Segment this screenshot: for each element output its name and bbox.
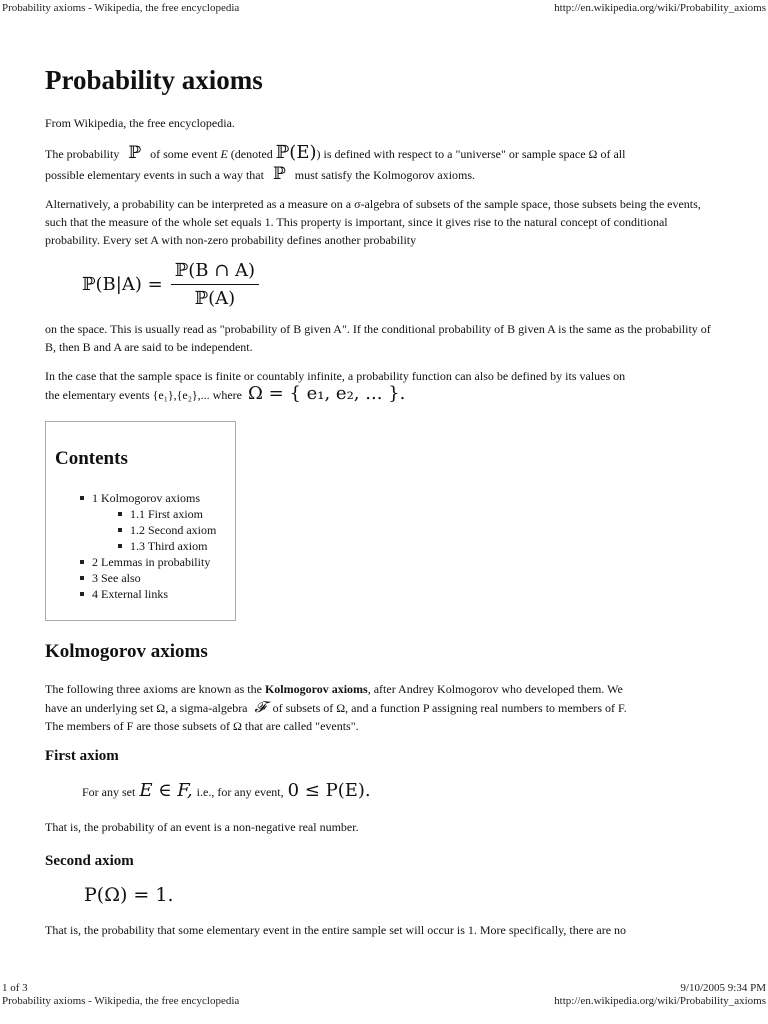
independence-paragraph: on the space. This is usually read as "probability of B given A". If the conditional probability of B given A is the same as the probability of B, then B and A are said to be independent. xyxy=(45,322,711,354)
toc-item-external-links[interactable] xyxy=(80,586,216,602)
p1-text-f: must satisfy the Kolmogorov axioms. xyxy=(294,168,476,182)
p1-text-c: (denoted xyxy=(230,147,273,161)
intro-paragraph xyxy=(45,144,717,184)
toc-item-third-axiom[interactable] xyxy=(118,538,216,554)
toc-link-see-also[interactable]: 3 See also xyxy=(92,571,141,585)
toc-link-external-links[interactable]: 4 External links xyxy=(92,587,168,601)
second-axiom-heading: Second axiom xyxy=(45,853,134,869)
kolmogorov-text-b: , after Andrey Kolmogorov who developed them. We xyxy=(367,682,623,696)
conditional-probability-formula xyxy=(82,260,259,308)
p1-text-e: possible elementary events in such a way that xyxy=(45,168,264,182)
finite-space-paragraph xyxy=(45,367,717,404)
from-line: From Wikipedia, the free encyclopedia. xyxy=(45,116,235,130)
kolmogorov-bold: Kolmogorov axioms xyxy=(264,682,368,696)
kolmogorov-text-a: The following three axioms are known as the xyxy=(45,682,262,696)
toc-link-kolmogorov-axioms[interactable]: 1 Kolmogorov axioms xyxy=(92,491,200,505)
footer-page-number: 1 of 3 xyxy=(2,982,28,994)
formula-lhs: ℙ(B|A) = xyxy=(82,273,163,295)
header-url[interactable]: http://en.wikipedia.org/wiki/Probability_axioms xyxy=(554,2,766,14)
probability-symbol: ℙ xyxy=(128,143,142,163)
toc-list xyxy=(80,490,216,602)
formula-denominator: ℙ(A) xyxy=(194,287,236,309)
page-title: Probability axioms xyxy=(45,65,263,95)
toc-item-see-also[interactable] xyxy=(80,570,216,586)
first-axiom-text-b: i.e., for any event, xyxy=(196,785,284,799)
header-page-title: Probability axioms - Wikipedia, the free encyclopedia xyxy=(2,2,240,14)
probability-symbol-2: ℙ xyxy=(272,164,286,184)
probability-of-e: ℙ(E) xyxy=(275,142,317,163)
second-axiom-formula xyxy=(84,884,174,906)
kolmogorov-line2-a: have an underlying set Ω, a sigma-algebra xyxy=(45,701,248,715)
first-axiom-text-a: For any set xyxy=(82,785,136,799)
footer-timestamp: 9/10/2005 9:34 PM xyxy=(680,982,766,994)
toc-item-lemmas[interactable] xyxy=(80,554,216,570)
toc-link-lemmas[interactable]: 2 Lemmas in probability xyxy=(92,555,211,569)
second-axiom-math: P(Ω) = 1. xyxy=(84,884,174,906)
table-of-contents xyxy=(45,421,236,621)
first-axiom-heading: First axiom xyxy=(45,748,119,764)
toc-link-first-axiom[interactable]: 1.1 First axiom xyxy=(130,507,204,521)
first-axiom-note: That is, the probability of an event is a non-negative real number. xyxy=(45,820,359,834)
toc-link-second-axiom[interactable]: 1.2 Second axiom xyxy=(130,523,217,537)
footer-url[interactable]: http://en.wikipedia.org/wiki/Probability_axioms xyxy=(554,995,766,1007)
first-axiom-math-2: 0 ≤ P(E). xyxy=(287,780,371,801)
footer-page-title: Probability axioms - Wikipedia, the free encyclopedia xyxy=(2,995,240,1007)
omega-set-formula: Ω = { e₁, e₂, ... }. xyxy=(248,383,406,404)
formula-numerator: ℙ(B ∩ A) xyxy=(171,260,259,285)
kolmogorov-line2-b: of subsets of Ω, and a function P assigning real numbers to members of F. xyxy=(272,701,627,715)
p1-text-b: of some event xyxy=(150,147,218,161)
p1-text-a: The probability xyxy=(45,147,120,161)
event-e: E xyxy=(220,147,228,161)
kolmogorov-line3: The members of F are those subsets of Ω that are called "events". xyxy=(45,719,359,733)
toc-item-second-axiom[interactable] xyxy=(118,522,216,538)
kolmogorov-heading: Kolmogorov axioms xyxy=(45,641,208,662)
p4-line2: the elementary events {e₁},{e₂},... where xyxy=(45,388,242,402)
second-axiom-note: That is, the probability that some elementary event in the entire sample set will occur is 1. More specifically, there are no xyxy=(45,923,627,937)
toc-item-first-axiom[interactable] xyxy=(118,506,216,522)
first-axiom-math-1: E ∈ F, xyxy=(139,780,193,801)
toc-item-kolmogorov-axioms[interactable] xyxy=(80,490,216,506)
first-axiom-statement xyxy=(82,780,375,801)
sigma-algebra-symbol: 𝓕 xyxy=(254,698,266,716)
p4-line1: In the case that the sample space is finite or countably infinite, a probability function can also be defined by its values on xyxy=(45,369,626,383)
measure-paragraph: Alternatively, a probability can be interpreted as a measure on a σ-algebra of subsets of the sample space, those subsets being the events, such that the measure of the whole set equals 1. This property is important, since it gives rise to the natural concept of conditional probability. Every set A with non-zero probability defines another probability xyxy=(45,197,701,247)
kolmogorov-paragraph xyxy=(45,680,717,735)
formula-fraction xyxy=(171,260,259,309)
toc-title: Contents xyxy=(55,448,128,469)
toc-link-third-axiom[interactable]: 1.3 Third axiom xyxy=(130,539,208,553)
p1-text-d: ) is defined with respect to a "universe" or sample space Ω of all xyxy=(316,147,626,161)
